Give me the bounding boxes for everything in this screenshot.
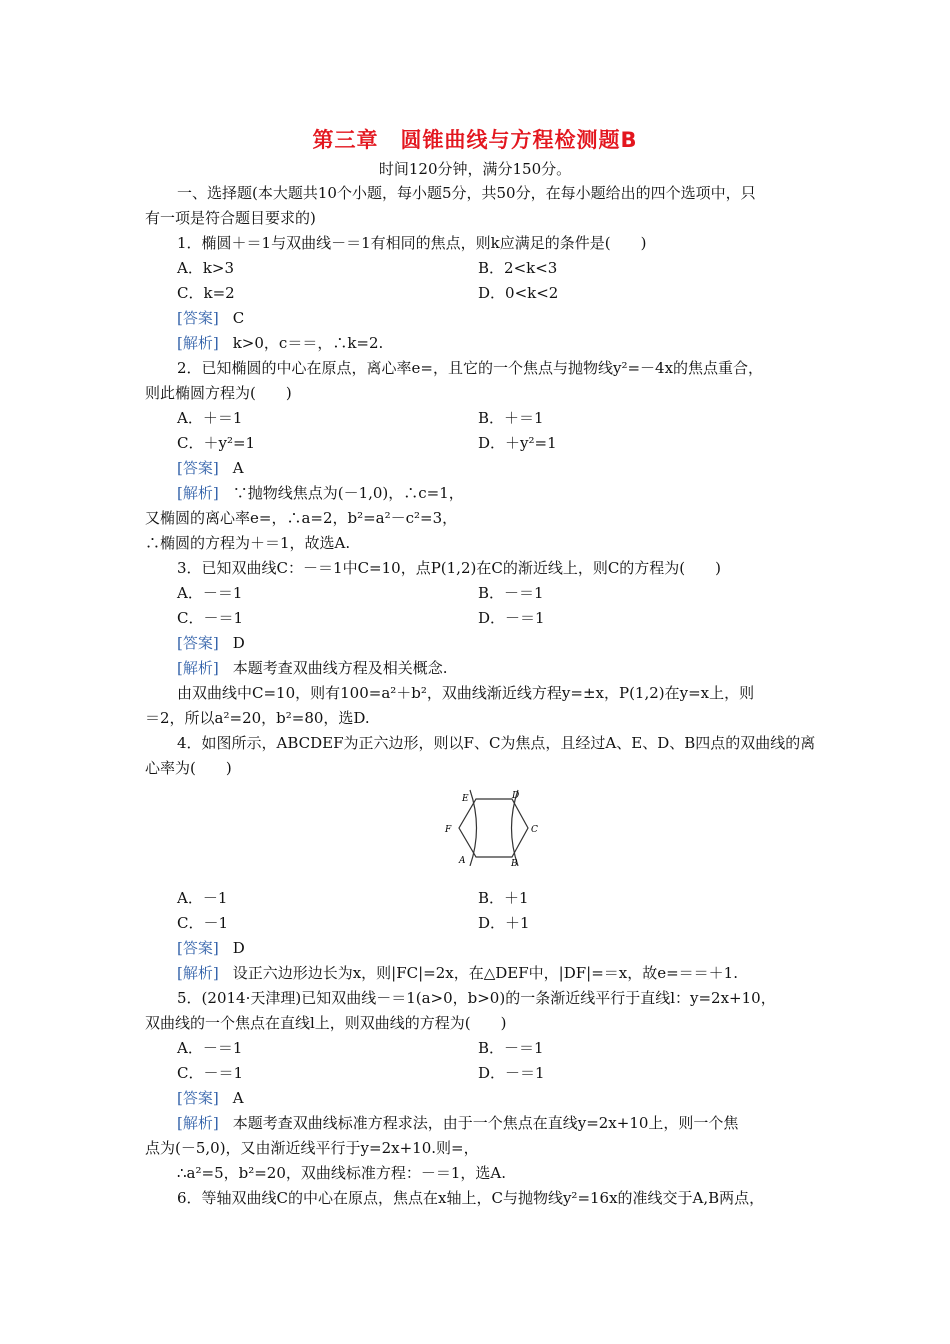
q2-answer (177, 458, 244, 478)
q2-option-a: A．＋＝1 (177, 409, 243, 427)
q4-answer (177, 938, 245, 958)
q2-option-d: D．＋y²=1 (478, 434, 557, 452)
q2-option-c: C．＋y²=1 (177, 434, 256, 452)
q2-stem: 2．已知椭圆的中心在原点，离心率e=，且它的一个焦点与抛物线y²=－4x的焦点重合， (177, 359, 764, 377)
analysis-label: [解析] (177, 964, 219, 982)
q1-answer-value: C (232, 309, 245, 327)
analysis-label: [解析] (177, 484, 219, 502)
q5-stem: 5．(2014·天津理)已知双曲线－＝1(a>0，b>0)的一条渐近线平行于直线l：y=2x+10， (177, 989, 776, 1007)
q5-answer-value: A (232, 1089, 244, 1107)
q2-stem-cont: 则此椭圆方程为( ) (145, 384, 292, 402)
label-e: E (462, 794, 469, 804)
analysis-label: [解析] (177, 659, 219, 677)
q4-option-d: D．＋1 (478, 914, 530, 932)
q1-stem: 1．椭圆＋＝1与双曲线－＝1有相同的焦点，则k应满足的条件是( ) (177, 234, 647, 252)
q1-analysis (177, 333, 383, 353)
hyperbola-left-branch (470, 790, 477, 866)
q2-analysis-line2: 又椭圆的离心率e=，∴a=2，b²=a²－c²=3， (145, 509, 458, 527)
label-a: A (459, 856, 466, 866)
hexagon-shape (459, 799, 528, 857)
hexagon-hyperbola-figure (440, 786, 550, 866)
q1-option-c: C．k=2 (177, 284, 235, 302)
q1-option-d: D．0<k<2 (478, 284, 559, 302)
q6-stem: 6．等轴双曲线C的中心在原点，焦点在x轴上，C与抛物线y²=16x的准线交于A,B两点， (177, 1189, 765, 1207)
q4-answer-value: D (232, 939, 245, 957)
q4-stem: 4．如图所示，ABCDEF为正六边形，则以F、C为焦点，且经过A、E、D、B四点的双曲线的离 (177, 734, 816, 752)
answer-label: [答案] (177, 459, 219, 477)
q2-analysis-line3: ∴椭圆的方程为＋＝1，故选A. (145, 534, 351, 552)
q5-stem-cont: 双曲线的一个焦点在直线l上，则双曲线的方程为( ) (145, 1014, 507, 1032)
section-heading: 一、选择题(本大题共10个小题，每小题5分，共50分，在每小题给出的四个选项中，只 (177, 184, 756, 202)
q4-option-b: B．＋1 (478, 889, 529, 907)
page-title: 第三章 圆锥曲线与方程检测题B (312, 128, 638, 152)
section-heading-cont: 有一项是符合题目要求的) (145, 209, 316, 227)
answer-label: [答案] (177, 309, 219, 327)
hyperbola-right-branch (512, 790, 519, 866)
label-b: B (511, 859, 518, 866)
q4-analysis (177, 963, 738, 983)
answer-label: [答案] (177, 939, 219, 957)
analysis-label: [解析] (177, 334, 219, 352)
q1-option-b: B．2<k<3 (478, 259, 558, 277)
q3-stem: 3．已知双曲线C：－＝1中C=10，点P(1,2)在C的渐近线上，则C的方程为( ) (177, 559, 722, 577)
q5-option-d: D．－＝1 (478, 1064, 545, 1082)
q3-analysis-line2: 由双曲线中C=10，则有100=a²＋b²，双曲线渐近线方程y=±x，P(1,2)在y=x上，则 (177, 684, 755, 702)
q3-option-a: A．－＝1 (177, 584, 243, 602)
q2-option-b: B．＋＝1 (478, 409, 544, 427)
q3-answer (177, 633, 245, 653)
q5-option-a: A．－＝1 (177, 1039, 243, 1057)
q1-answer (177, 308, 244, 328)
q2-answer-value: A (232, 459, 244, 477)
q5-analysis-line2: 点为(－5,0)，又由渐近线平行于y=2x+10.则=， (145, 1139, 479, 1157)
q3-analysis-line3: ＝2，所以a²=20，b²=80，选D. (145, 709, 370, 727)
answer-label: [答案] (177, 1089, 219, 1107)
q3-analysis (177, 658, 448, 678)
answer-label: [答案] (177, 634, 219, 652)
q3-analysis-text: 本题考查双曲线方程及相关概念. (232, 659, 448, 677)
q5-option-c: C．－＝1 (177, 1064, 244, 1082)
q4-stem-cont: 心率为( ) (145, 759, 232, 777)
q4-analysis-text: 设正六边形边长为x，则|FC|=2x，在△DEF中，|DF|=＝x，故e=＝＝＋1. (232, 964, 738, 982)
q3-option-d: D．－＝1 (478, 609, 545, 627)
q1-analysis-text: k>0，c＝＝，∴k=2. (232, 334, 384, 352)
q3-answer-value: D (232, 634, 245, 652)
q5-analysis (177, 1113, 738, 1133)
q5-option-b: B．－＝1 (478, 1039, 544, 1057)
q5-answer (177, 1088, 244, 1108)
q4-option-a: A．－1 (177, 889, 228, 907)
label-d: D (512, 791, 520, 801)
label-c: C (531, 825, 538, 835)
label-f: F (445, 825, 452, 835)
q5-analysis-line3: ∴a²=5，b²=20，双曲线标准方程：－＝1，选A. (177, 1164, 507, 1182)
q5-analysis-text: 本题考查双曲线标准方程求法，由于一个焦点在直线y=2x+10上，则一个焦 (232, 1114, 739, 1132)
analysis-label: [解析] (177, 1114, 219, 1132)
q3-option-c: C．－＝1 (177, 609, 244, 627)
q2-analysis-text: ∵抛物线焦点为(－1,0)，∴c=1， (232, 484, 464, 502)
q1-option-a: A．k>3 (177, 259, 235, 277)
q2-analysis (177, 483, 464, 503)
q4-option-c: C．－1 (177, 914, 229, 932)
q3-option-b: B．－＝1 (478, 584, 544, 602)
time-note: 时间120分钟，满分150分。 (378, 160, 572, 178)
